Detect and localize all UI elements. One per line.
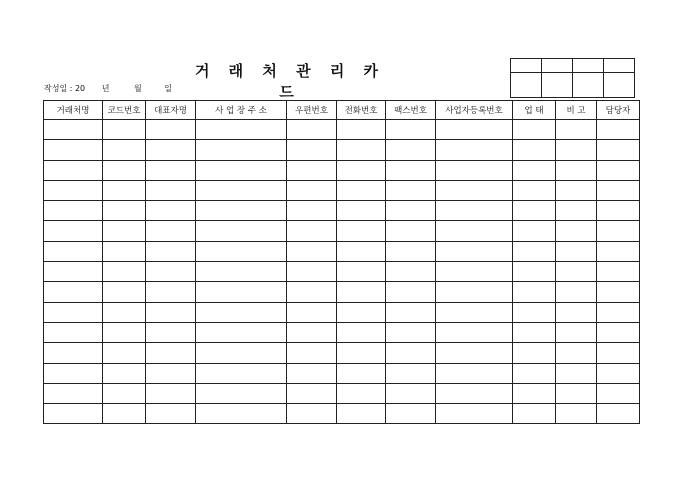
table-cell[interactable] <box>103 262 146 282</box>
table-cell[interactable] <box>513 322 556 342</box>
table-cell[interactable] <box>386 404 436 424</box>
table-cell[interactable] <box>386 363 436 383</box>
table-cell[interactable] <box>103 201 146 221</box>
table-cell[interactable] <box>44 140 103 160</box>
table-cell[interactable] <box>436 201 513 221</box>
table-cell[interactable] <box>597 241 640 261</box>
table-cell[interactable] <box>597 120 640 140</box>
table-row <box>44 302 640 322</box>
table-cell[interactable] <box>196 404 287 424</box>
table-cell[interactable] <box>513 180 556 200</box>
table-cell[interactable] <box>513 343 556 363</box>
table-cell[interactable] <box>386 120 436 140</box>
table-cell[interactable] <box>287 302 337 322</box>
table-cell[interactable] <box>337 221 386 241</box>
table-cell[interactable] <box>146 322 196 342</box>
table-cell[interactable] <box>436 160 513 180</box>
signature-cell[interactable] <box>511 73 542 98</box>
table-cell[interactable] <box>337 363 386 383</box>
table-cell[interactable] <box>386 221 436 241</box>
table-cell[interactable] <box>44 322 103 342</box>
table-cell[interactable] <box>513 221 556 241</box>
column-header-phone: 전화번호 <box>337 101 386 120</box>
table-row <box>44 404 640 424</box>
table-cell[interactable] <box>196 262 287 282</box>
header-row <box>44 101 640 120</box>
table-cell[interactable] <box>436 120 513 140</box>
table-cell[interactable] <box>196 120 287 140</box>
table-row <box>44 120 640 140</box>
table-cell[interactable] <box>146 363 196 383</box>
column-header-remarks: 비 고 <box>556 101 597 120</box>
table-cell[interactable] <box>556 241 597 261</box>
table-cell[interactable] <box>597 363 640 383</box>
table-cell[interactable] <box>337 140 386 160</box>
table-cell[interactable] <box>597 322 640 342</box>
date-day-label: 일 <box>164 84 172 93</box>
table-cell[interactable] <box>513 383 556 403</box>
column-header-business-type: 업 태 <box>513 101 556 120</box>
table-cell[interactable] <box>386 241 436 261</box>
date-month-label: 월 <box>133 84 142 93</box>
table-cell[interactable] <box>597 160 640 180</box>
table-cell[interactable] <box>513 363 556 383</box>
approval-cell[interactable] <box>604 59 635 73</box>
table-cell[interactable] <box>436 140 513 160</box>
table-cell[interactable] <box>337 282 386 302</box>
page-title: 거 래 처 관 리 카 드 <box>194 62 386 101</box>
table-cell[interactable] <box>44 180 103 200</box>
table-cell[interactable] <box>337 262 386 282</box>
table-cell[interactable] <box>146 404 196 424</box>
table-cell[interactable] <box>103 404 146 424</box>
table-cell[interactable] <box>287 322 337 342</box>
table-cell[interactable] <box>386 343 436 363</box>
table-cell[interactable] <box>196 221 287 241</box>
table-cell[interactable] <box>513 160 556 180</box>
table-cell[interactable] <box>337 180 386 200</box>
table-cell[interactable] <box>287 140 337 160</box>
table-cell[interactable] <box>556 343 597 363</box>
table-row <box>44 322 640 342</box>
table-row <box>44 282 640 302</box>
table-cell[interactable] <box>196 322 287 342</box>
table-cell[interactable] <box>44 302 103 322</box>
table-cell[interactable] <box>556 140 597 160</box>
table-cell[interactable] <box>44 201 103 221</box>
table-cell[interactable] <box>513 140 556 160</box>
table-cell[interactable] <box>146 221 196 241</box>
signature-cell[interactable] <box>573 73 604 98</box>
table-cell[interactable] <box>556 221 597 241</box>
table-row <box>44 241 640 261</box>
table-cell[interactable] <box>337 302 386 322</box>
table-cell[interactable] <box>386 140 436 160</box>
table-row <box>44 140 640 160</box>
table-cell[interactable] <box>597 201 640 221</box>
table-cell[interactable] <box>196 241 287 261</box>
table-cell[interactable] <box>146 140 196 160</box>
table-cell[interactable] <box>103 363 146 383</box>
table-cell[interactable] <box>513 201 556 221</box>
table-cell[interactable] <box>436 363 513 383</box>
table-cell[interactable] <box>597 343 640 363</box>
column-header-manager: 담당자 <box>597 101 640 120</box>
table-row <box>44 160 640 180</box>
table-cell[interactable] <box>103 140 146 160</box>
table-cell[interactable] <box>44 383 103 403</box>
table-cell[interactable] <box>146 282 196 302</box>
table-cell[interactable] <box>386 282 436 302</box>
table-cell[interactable] <box>337 120 386 140</box>
table-cell[interactable] <box>513 302 556 322</box>
table-cell[interactable] <box>103 282 146 302</box>
table-cell[interactable] <box>196 343 287 363</box>
table-cell[interactable] <box>337 404 386 424</box>
table-cell[interactable] <box>556 322 597 342</box>
table-cell[interactable] <box>103 160 146 180</box>
table-cell[interactable] <box>386 383 436 403</box>
table-cell[interactable] <box>386 160 436 180</box>
table-cell[interactable] <box>146 241 196 261</box>
table-cell[interactable] <box>556 383 597 403</box>
table-cell[interactable] <box>44 404 103 424</box>
column-header-address: 사 업 장 주 소 <box>196 101 287 120</box>
table-cell[interactable] <box>287 363 337 383</box>
table-cell[interactable] <box>103 120 146 140</box>
table-cell[interactable] <box>287 120 337 140</box>
table-cell[interactable] <box>44 120 103 140</box>
table-cell[interactable] <box>287 221 337 241</box>
approval-cell[interactable] <box>511 59 542 73</box>
date-prefix: 작성일 : 20 <box>44 84 86 93</box>
table-row <box>44 262 640 282</box>
table-cell[interactable] <box>597 180 640 200</box>
table-cell[interactable] <box>556 120 597 140</box>
table-cell[interactable] <box>287 282 337 302</box>
table-cell[interactable] <box>556 363 597 383</box>
table-cell[interactable] <box>287 383 337 403</box>
table-cell[interactable] <box>513 262 556 282</box>
table-cell[interactable] <box>597 383 640 403</box>
table-cell[interactable] <box>597 302 640 322</box>
approval-cell[interactable] <box>542 59 573 73</box>
table-cell[interactable] <box>103 383 146 403</box>
table-cell[interactable] <box>513 282 556 302</box>
approval-box <box>510 58 635 98</box>
table-row <box>44 363 640 383</box>
table-cell[interactable] <box>196 282 287 302</box>
table-cell[interactable] <box>337 322 386 342</box>
table-cell[interactable] <box>556 160 597 180</box>
table-cell[interactable] <box>556 201 597 221</box>
table-body <box>44 120 640 424</box>
table-cell[interactable] <box>146 201 196 221</box>
table-cell[interactable] <box>386 201 436 221</box>
table-cell[interactable] <box>436 241 513 261</box>
table-cell[interactable] <box>44 160 103 180</box>
table-cell[interactable] <box>337 383 386 403</box>
table-cell[interactable] <box>513 404 556 424</box>
table-cell[interactable] <box>386 262 436 282</box>
table-cell[interactable] <box>146 120 196 140</box>
table-cell[interactable] <box>44 262 103 282</box>
table-cell[interactable] <box>196 383 287 403</box>
table-cell[interactable] <box>513 120 556 140</box>
table-cell[interactable] <box>44 241 103 261</box>
table-cell[interactable] <box>337 160 386 180</box>
table-cell[interactable] <box>103 343 146 363</box>
table-cell[interactable] <box>597 262 640 282</box>
table-row <box>44 180 640 200</box>
table-cell[interactable] <box>103 180 146 200</box>
column-header-code: 코드번호 <box>103 101 146 120</box>
table-cell[interactable] <box>597 221 640 241</box>
table-cell[interactable] <box>337 241 386 261</box>
table-cell[interactable] <box>386 322 436 342</box>
table-cell[interactable] <box>44 221 103 241</box>
table-cell[interactable] <box>287 262 337 282</box>
table-cell[interactable] <box>513 241 556 261</box>
table-cell[interactable] <box>287 343 337 363</box>
table-cell[interactable] <box>103 302 146 322</box>
table-cell[interactable] <box>103 241 146 261</box>
table-cell[interactable] <box>103 221 146 241</box>
table-row <box>44 383 640 403</box>
table-cell[interactable] <box>146 180 196 200</box>
client-management-table <box>43 100 640 424</box>
table-cell[interactable] <box>597 140 640 160</box>
date-year-label: 년 <box>101 84 110 93</box>
table-cell[interactable] <box>44 282 103 302</box>
table-cell[interactable] <box>287 201 337 221</box>
signature-cell[interactable] <box>604 73 635 98</box>
table-cell[interactable] <box>287 404 337 424</box>
table-cell[interactable] <box>597 404 640 424</box>
column-header-postal-code: 우편번호 <box>287 101 337 120</box>
table-cell[interactable] <box>196 302 287 322</box>
table-cell[interactable] <box>436 180 513 200</box>
table-cell[interactable] <box>436 221 513 241</box>
table-row <box>44 201 640 221</box>
table-cell[interactable] <box>556 262 597 282</box>
table-cell[interactable] <box>436 282 513 302</box>
table-cell[interactable] <box>287 180 337 200</box>
table-cell[interactable] <box>146 343 196 363</box>
column-header-representative: 대표자명 <box>146 101 196 120</box>
table-cell[interactable] <box>146 262 196 282</box>
table-cell[interactable] <box>436 343 513 363</box>
table-cell[interactable] <box>556 180 597 200</box>
table-cell[interactable] <box>597 282 640 302</box>
table-cell[interactable] <box>287 241 337 261</box>
table-cell[interactable] <box>436 383 513 403</box>
approval-cell[interactable] <box>573 59 604 73</box>
table-cell[interactable] <box>44 343 103 363</box>
table-cell[interactable] <box>436 262 513 282</box>
table-cell[interactable] <box>337 201 386 221</box>
table-cell[interactable] <box>386 180 436 200</box>
table-cell[interactable] <box>196 180 287 200</box>
table-cell[interactable] <box>196 363 287 383</box>
table-cell[interactable] <box>556 404 597 424</box>
column-header-business-reg-no: 사업자등록번호 <box>436 101 513 120</box>
table-cell[interactable] <box>103 322 146 342</box>
table-cell[interactable] <box>196 140 287 160</box>
table-cell[interactable] <box>556 302 597 322</box>
table-cell[interactable] <box>287 160 337 180</box>
table-row <box>44 343 640 363</box>
column-header-fax: 팩스번호 <box>386 101 436 120</box>
table-cell[interactable] <box>196 201 287 221</box>
table-cell[interactable] <box>146 160 196 180</box>
column-header-client-name: 거래처명 <box>44 101 103 120</box>
table-row <box>44 221 640 241</box>
table-cell[interactable] <box>556 282 597 302</box>
table-cell[interactable] <box>146 383 196 403</box>
table-cell[interactable] <box>44 363 103 383</box>
table-cell[interactable] <box>436 302 513 322</box>
creation-date-line <box>44 83 172 94</box>
table-cell[interactable] <box>436 322 513 342</box>
table-cell[interactable] <box>146 302 196 322</box>
signature-cell[interactable] <box>542 73 573 98</box>
table-cell[interactable] <box>436 404 513 424</box>
table-cell[interactable] <box>386 302 436 322</box>
table-cell[interactable] <box>337 343 386 363</box>
table-cell[interactable] <box>196 160 287 180</box>
